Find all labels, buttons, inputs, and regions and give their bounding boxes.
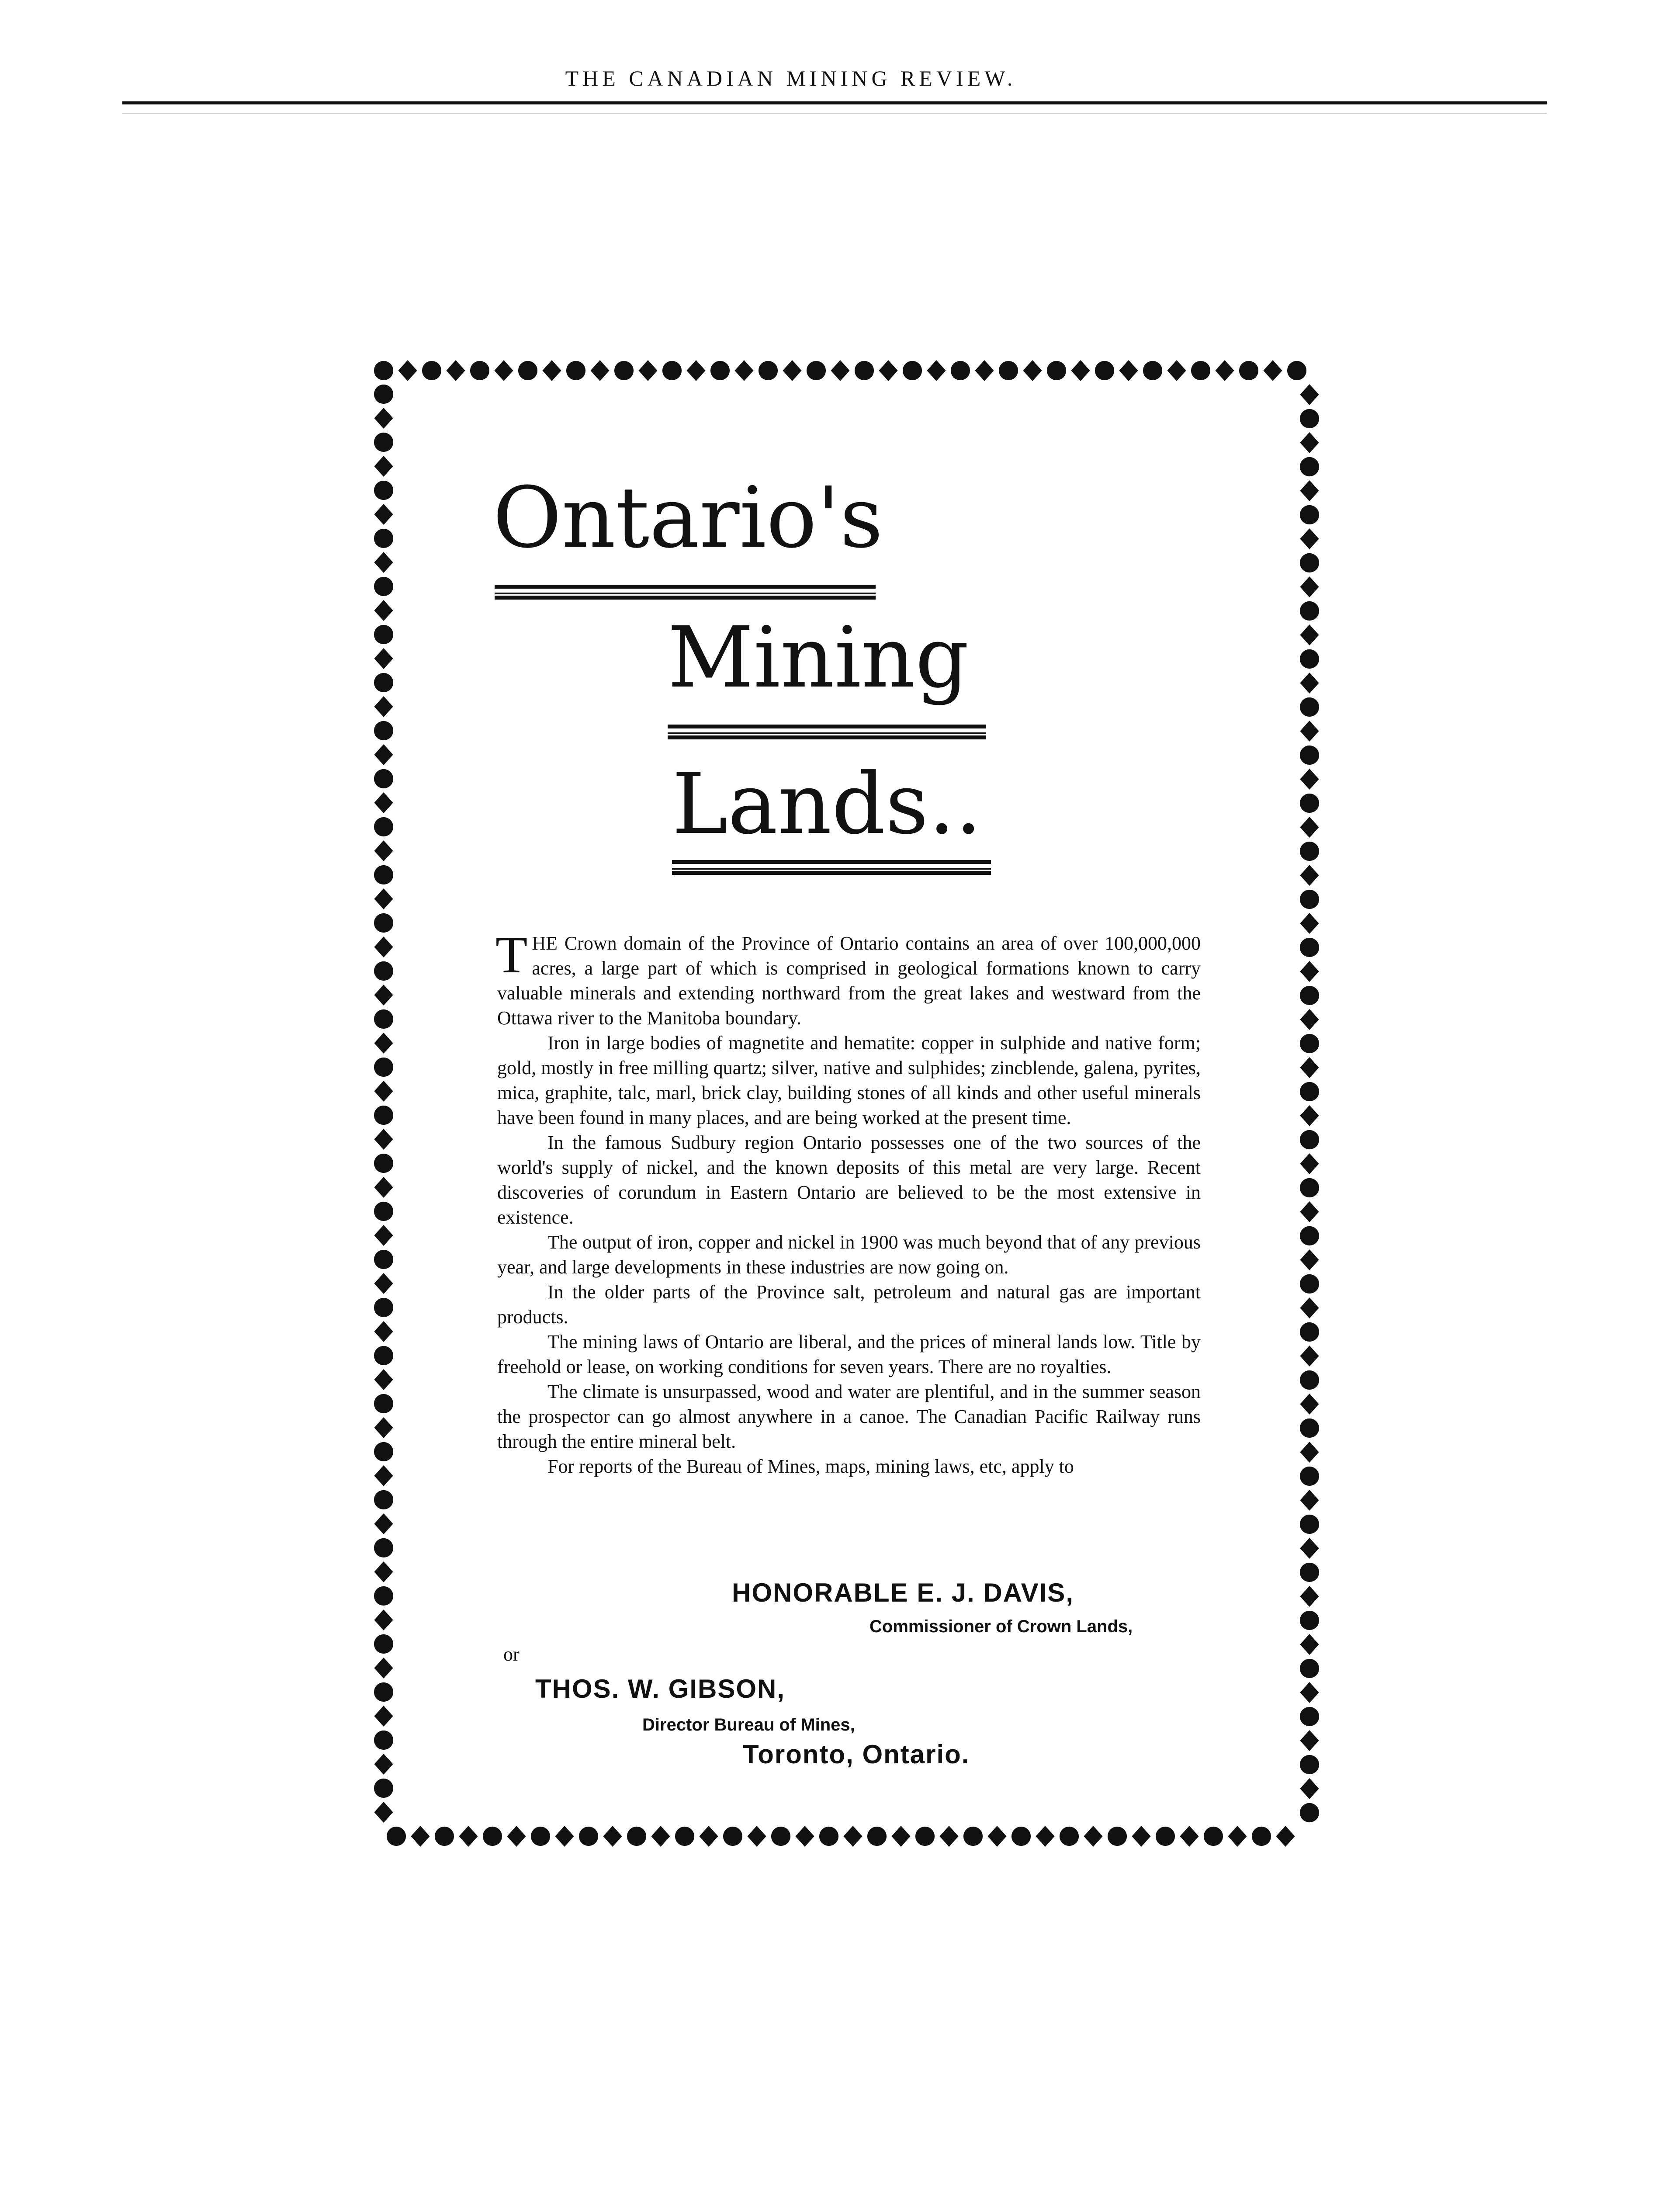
border-diamond [1300, 1586, 1319, 1607]
border-dot [374, 721, 393, 740]
border-diamond [374, 888, 393, 909]
border-diamond [446, 360, 465, 381]
paragraph-7: The climate is unsurpassed, wood and water are plentiful, and in the summer season the prospector can go almost anywhere in a canoe. The Canadian Pacific Railway runs through the entire mineral belt. [497, 1381, 1201, 1452]
paragraph-3: In the famous Sudbury region Ontario possesses one of the two sources of the world's supply of nickel, and the known deposits of this metal are very large. Recent discoveries of corundum in Eastern Ontario are believed to be the most extensive in existence. [497, 1132, 1201, 1228]
border-dot [374, 1731, 393, 1750]
border-dot [374, 433, 393, 452]
border-dot [374, 1106, 393, 1125]
border-diamond [374, 1321, 393, 1342]
border-dot [374, 1779, 393, 1798]
border-dot [374, 625, 393, 644]
border-dot [1300, 1130, 1319, 1149]
border-diamond [1300, 1778, 1319, 1799]
border-diamond [374, 936, 393, 957]
border-diamond [1300, 528, 1319, 549]
border-dot [1108, 1827, 1127, 1846]
border-diamond [1300, 865, 1319, 886]
border-dot [1191, 361, 1210, 380]
border-dot [1300, 601, 1319, 621]
border-diamond [1119, 360, 1138, 381]
border-diamond [555, 1826, 574, 1847]
border-dot [819, 1827, 838, 1846]
border-dot [374, 769, 393, 788]
title-mining: Mining [668, 609, 969, 707]
border-dot [1300, 1322, 1319, 1342]
border-diamond [783, 360, 801, 381]
border-dot [470, 361, 489, 380]
border-diamond [374, 600, 393, 621]
border-dot [903, 361, 922, 380]
border-diamond [374, 1465, 393, 1486]
border-diamond [374, 648, 393, 669]
paragraph-5: In the older parts of the Province salt, petroleum and natural gas are important products. [497, 1281, 1201, 1328]
border-diamond [1300, 961, 1319, 982]
border-diamond [374, 504, 393, 525]
border-diamond [374, 1658, 393, 1679]
border-dot [374, 385, 393, 404]
border-diamond [1071, 360, 1090, 381]
border-dot [1300, 986, 1319, 1005]
border-diamond [374, 1129, 393, 1150]
contact1-name: HONORABLE E. J. DAVIS, [732, 1578, 1074, 1607]
border-diamond [1276, 1826, 1295, 1847]
border-diamond [374, 1754, 393, 1775]
border-diamond [507, 1826, 526, 1847]
border-dot [374, 1154, 393, 1173]
paragraph-8: For reports of the Bureau of Mines, maps, mining laws, etc, apply to [547, 1456, 1074, 1477]
border-dot [1300, 1226, 1319, 1245]
border-diamond [1300, 1009, 1319, 1030]
contact2-name: THOS. W. GIBSON, [535, 1674, 786, 1703]
border-diamond [374, 1609, 393, 1630]
border-dot [759, 361, 778, 380]
border-dot [374, 1202, 393, 1221]
border-diamond [939, 1826, 958, 1847]
border-dot [1239, 361, 1258, 380]
border-dot [1300, 890, 1319, 909]
contact1-title: Commissioner of Crown Lands, [869, 1617, 1133, 1636]
border-diamond [795, 1826, 814, 1847]
border-diamond [374, 1417, 393, 1438]
border-dot [1252, 1827, 1271, 1846]
body-text [495, 926, 1201, 1479]
paragraph-4: The output of iron, copper and nickel in 1900 was much beyond that of any previous year, and large developments in these industries are now going on. [497, 1231, 1201, 1278]
title-rule-1 [495, 585, 876, 600]
border-dot [1300, 1563, 1319, 1582]
border-diamond [975, 360, 994, 381]
border-diamond [1300, 673, 1319, 694]
border-diamond [1300, 1634, 1319, 1655]
border-diamond [374, 1033, 393, 1054]
border-diamond [374, 1081, 393, 1102]
border-diamond [542, 360, 561, 381]
border-dot [1287, 361, 1306, 380]
border-dot [374, 1682, 393, 1702]
border-diamond [1300, 1105, 1319, 1126]
border-diamond [374, 1273, 393, 1294]
border-dot [771, 1827, 790, 1846]
border-diamond [1300, 1442, 1319, 1463]
border-diamond [879, 360, 897, 381]
header-rule [122, 101, 1547, 104]
border-dot [1300, 1755, 1319, 1774]
border-dot [422, 361, 441, 380]
border-dot [675, 1827, 694, 1846]
border-dot [915, 1827, 935, 1846]
border-diamond [734, 360, 753, 381]
border-dot [374, 577, 393, 596]
border-diamond [374, 1369, 393, 1390]
border-dot [1300, 553, 1319, 572]
border-dot [579, 1827, 598, 1846]
border-dot [374, 1058, 393, 1077]
border-diamond [374, 840, 393, 861]
border-dot [867, 1827, 887, 1846]
border-dot [1143, 361, 1162, 380]
border-dot [1300, 505, 1319, 524]
border-dot [1060, 1827, 1079, 1846]
border-dot [1300, 1034, 1319, 1053]
border-dot [531, 1827, 550, 1846]
border-diamond [374, 744, 393, 765]
border-diamond [374, 792, 393, 813]
border-diamond [1300, 384, 1319, 405]
border-dot [374, 1298, 393, 1317]
border-diamond [1300, 721, 1319, 742]
border-diamond [1263, 360, 1282, 381]
border-diamond [374, 456, 393, 477]
border-dot [723, 1827, 742, 1846]
border-diamond [831, 360, 849, 381]
border-dot [1300, 1467, 1319, 1486]
border-dot [374, 673, 393, 692]
border-dot [662, 361, 682, 380]
border-diamond [459, 1826, 478, 1847]
border-diamond [1180, 1826, 1199, 1847]
border-diamond [1300, 624, 1319, 645]
border-diamond [374, 1513, 393, 1534]
paragraph-1 [495, 926, 1201, 1030]
border-dot [374, 913, 393, 933]
border-dot [1300, 1611, 1319, 1630]
border-diamond [699, 1826, 718, 1847]
border-diamond [651, 1826, 670, 1847]
border-diamond [1023, 360, 1042, 381]
border-diamond [1300, 1538, 1319, 1559]
border-diamond [1300, 1057, 1319, 1078]
border-diamond [374, 408, 393, 429]
drop-cap: T [495, 926, 528, 984]
border-dot [374, 1586, 393, 1606]
border-dot [374, 1009, 393, 1029]
border-diamond [638, 360, 657, 381]
border-diamond [1300, 1201, 1319, 1222]
border-dot [1300, 794, 1319, 813]
border-dot [710, 361, 730, 380]
border-diamond [374, 696, 393, 717]
border-dot [374, 1538, 393, 1557]
border-diamond [374, 1561, 393, 1582]
border-dot [435, 1827, 454, 1846]
border-diamond [843, 1826, 862, 1847]
paragraph-6: The mining laws of Ontario are liberal, and the prices of mineral lands low. Title by freehold or lease, on working conditions for seven years. There are no royalties. [497, 1331, 1201, 1377]
border-dot [807, 361, 826, 380]
border-diamond [1228, 1826, 1247, 1847]
border-dot [1300, 1370, 1319, 1390]
border-diamond [374, 985, 393, 1006]
border-diamond [1036, 1826, 1054, 1847]
border-dot [1300, 1274, 1319, 1294]
border-diamond [1300, 432, 1319, 453]
border-dot [374, 1490, 393, 1509]
title-rule-3 [672, 860, 991, 875]
border-diamond [374, 1177, 393, 1198]
border-dot [1011, 1827, 1031, 1846]
title-lands: Lands.. [672, 756, 982, 853]
border-dot [1300, 1419, 1319, 1438]
border-diamond [686, 360, 705, 381]
border-dot [1300, 1515, 1319, 1534]
border-diamond [411, 1826, 430, 1847]
border-dot [1300, 842, 1319, 861]
title-rule-2 [668, 725, 986, 739]
contact2-title: Director Bureau of Mines, [642, 1715, 855, 1734]
border-diamond [927, 360, 946, 381]
border-dot [518, 361, 537, 380]
border-dot [1300, 1659, 1319, 1678]
border-diamond [1300, 1153, 1319, 1174]
border-diamond [1167, 360, 1186, 381]
border-dot [387, 1827, 406, 1846]
border-dot [1300, 1803, 1319, 1822]
border-diamond [603, 1826, 622, 1847]
border-diamond [987, 1826, 1006, 1847]
border-dot [1300, 409, 1319, 428]
border-diamond [1300, 1490, 1319, 1511]
border-dot [855, 361, 874, 380]
border-dot [374, 1250, 393, 1269]
border-diamond [1300, 913, 1319, 934]
border-diamond [398, 360, 417, 381]
border-dot [374, 1346, 393, 1365]
paragraph-2: Iron in large bodies of magnetite and hematite: copper in sulphide and native form; gold, mostly in free milling quartz; silver, native and sulphides; zincblende, galena, pyrites, mica, graphite, talc, marl, brick clay, building stones of all kinds and other useful minerals have been found in many places, and are being worked at the present time. [497, 1032, 1201, 1128]
border-diamond [1300, 1249, 1319, 1270]
border-dot [374, 481, 393, 500]
contact2-city: Toronto, Ontario. [743, 1740, 970, 1769]
border-dot [627, 1827, 646, 1846]
border-diamond [1300, 576, 1319, 597]
border-dot [374, 1634, 393, 1654]
border-dot [1300, 1178, 1319, 1197]
border-diamond [1300, 1297, 1319, 1318]
border-dot [374, 865, 393, 884]
paragraph-1-text: HE Crown domain of the Province of Ontario contains an area of over 100,000,000 acres, a large part of which is comprised in geological formations known to carry valuable minerals and extending northward from the great lakes and westward from the Ottawa river to the Manitoba boundary. [497, 933, 1201, 1029]
border-dot [374, 961, 393, 981]
border-dot [1300, 697, 1319, 717]
border-diamond [374, 552, 393, 573]
border-dot [1095, 361, 1114, 380]
border-diamond [1084, 1826, 1102, 1847]
border-dot [1156, 1827, 1175, 1846]
border-dot [1300, 1707, 1319, 1726]
border-dot [1300, 746, 1319, 765]
header-rule-faint [122, 113, 1547, 114]
border-diamond [1300, 1394, 1319, 1415]
border-diamond [1300, 1682, 1319, 1703]
border-dot [374, 361, 393, 380]
border-dot [1300, 1082, 1319, 1101]
border-diamond [1300, 769, 1319, 790]
border-dot [999, 361, 1018, 380]
border-diamond [1132, 1826, 1150, 1847]
border-diamond [891, 1826, 910, 1847]
border-diamond [1300, 480, 1319, 501]
border-dot [483, 1827, 502, 1846]
border-diamond [1300, 1730, 1319, 1751]
border-dot [951, 361, 970, 380]
border-dot [1204, 1827, 1223, 1846]
border-dot [374, 1394, 393, 1413]
border-dot [374, 1442, 393, 1461]
border-diamond [1300, 1346, 1319, 1366]
border-diamond [374, 1802, 393, 1823]
border-dot [374, 817, 393, 836]
border-diamond [1215, 360, 1234, 381]
or-text: or [503, 1644, 520, 1665]
border-dot [614, 361, 634, 380]
border-dot [963, 1827, 983, 1846]
border-dot [1300, 457, 1319, 476]
border-diamond [374, 1706, 393, 1727]
border-diamond [494, 360, 513, 381]
border-diamond [374, 1225, 393, 1246]
border-diamond [590, 360, 609, 381]
border-dot [1300, 938, 1319, 957]
border-dot [1300, 649, 1319, 669]
border-diamond [747, 1826, 766, 1847]
border-diamond [1300, 817, 1319, 838]
border-dot [374, 529, 393, 548]
border-dot [1047, 361, 1066, 380]
running-head: THE CANADIAN MINING REVIEW. [565, 66, 1017, 90]
border-dot [566, 361, 585, 380]
title-ontarios: Ontario's [493, 469, 883, 567]
